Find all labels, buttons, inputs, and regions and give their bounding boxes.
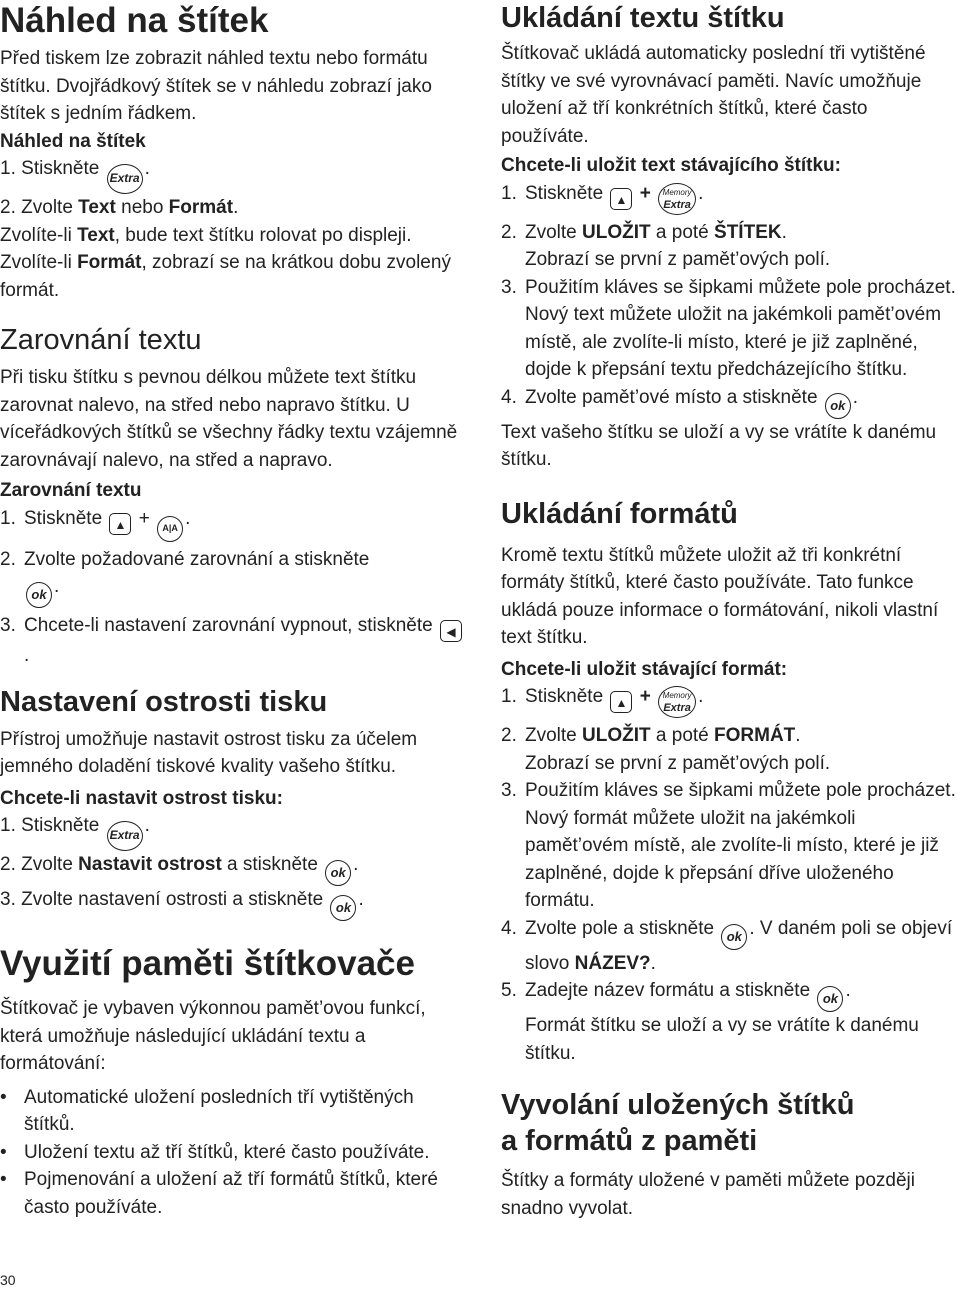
save-text-step-1: 1. Stiskněte ▲ + Memory Extra.: [501, 180, 959, 215]
step-number: 1.: [501, 182, 517, 204]
right-column: [501, 0, 959, 1222]
save-text-step-2: [501, 219, 959, 274]
step-text: Formát štítku se uloží a vy se vrátíte k danému štítku.: [525, 1015, 919, 1064]
bullet-text: Pojmenování a uložení až tří formátů štítků, které často používáte.: [24, 1169, 438, 1218]
step-text: Stiskněte: [525, 686, 604, 707]
step-number: 3.: [501, 780, 517, 801]
preview-subhead: Náhled na štítek: [0, 130, 146, 152]
extra-key-icon: Extra: [107, 164, 143, 194]
step-text: Stiskněte: [24, 507, 103, 529]
title-line-1: Vyvolání uložených štítků: [501, 1089, 855, 1121]
align-step-1: [0, 505, 466, 542]
list-item: [0, 1166, 466, 1221]
sharpness-step-2: 2. Zvolte Nastavit ostrost a stiskněte ok .: [0, 851, 466, 886]
plus-sign: +: [138, 507, 150, 529]
plus-sign: +: [639, 182, 651, 204]
arrow-up-key-icon: ▲: [109, 513, 131, 535]
option-format: Formát: [77, 252, 142, 273]
step-text: .: [233, 197, 239, 218]
save-format-step-3: [501, 777, 959, 915]
step-text: .: [650, 952, 656, 974]
save-format-step-1: 1. Stiskněte ▲ + Memory Extra.: [501, 683, 959, 718]
ok-key-icon: ok: [825, 393, 851, 419]
step-number: 1.: [0, 507, 16, 529]
step-number: 3.: [501, 276, 517, 298]
ok-key-icon: ok: [721, 924, 747, 950]
bullet-dot: •: [0, 1169, 7, 1190]
section-title-preview: Náhled na štítek: [0, 1, 269, 40]
step-number: 1.: [501, 686, 517, 707]
step-text: .: [185, 507, 191, 529]
step-text: . V daném poli se objeví slovo: [525, 917, 953, 974]
step-text: a poté: [650, 221, 715, 243]
memory-extra-key-icon: [658, 686, 696, 718]
step-number: 2.: [0, 548, 16, 570]
section-title-align: Zarovnání textu: [0, 324, 202, 356]
align-step-3: 3. Chcete-li nastavení zarovnání vypnout, stiskněte ◀.: [0, 612, 466, 670]
title-line-2: a formátů z paměti: [501, 1125, 758, 1157]
step-text: Zvolte: [525, 221, 583, 243]
section-title-recall: [501, 1087, 959, 1159]
align-intro: Při tisku štítku s pevnou délkou můžete text štítku zarovnat nalevo, na střed nebo napravo štítku. U víceřádkových štítků se všechny řádky textu vzájemně zarovnávají nalevo, na střed a napravo.: [0, 367, 458, 471]
para-text: , zobrazí se na krátkou dobu zvolený formát.: [0, 252, 451, 301]
step-text: Stiskněte: [21, 158, 100, 179]
preview-para: [0, 222, 466, 305]
extra-key-icon: Extra: [107, 821, 143, 851]
step-text: Zvolte nastavení ostrosti a stiskněte: [21, 889, 324, 910]
option-format: FORMÁT: [714, 725, 796, 746]
step-text: Použitím kláves se šipkami můžete pole procházet. Nový text můžete uložit na jakémkoli pamět’ovém místě, ale zvolíte-li místo, které je již zaplněné, dojde k přepsání textu předcházejícího štítku.: [525, 276, 956, 380]
align-subhead: Zarovnání textu: [0, 480, 142, 501]
step-text: Zvolte: [21, 854, 79, 875]
option-save: ULOŽIT: [582, 221, 651, 243]
memory-bullets: [0, 1084, 466, 1222]
bullet-dot: •: [0, 1141, 7, 1163]
memory-intro: Štítkovač je vybaven výkonnou pamět’ovou funkcí, která umožňuje následující ukládání textu a formátování:: [0, 998, 426, 1074]
ok-key-icon: ok: [817, 986, 843, 1012]
save-text-step-4: 4. Zvolte pamět’ové místo a stiskněte ok .: [501, 384, 959, 419]
sharpness-step-3: 3. Zvolte nastavení ostrosti a stiskněte ok .: [0, 886, 466, 921]
step-number: 4.: [501, 386, 517, 408]
option-format: Formát: [168, 197, 234, 218]
bullet-text: Uložení textu až tří štítků, které často používáte.: [24, 1141, 430, 1163]
step-text: .: [781, 221, 787, 243]
section-title-sharpness: Nastavení ostrosti tisku: [0, 685, 328, 718]
section-title-memory: Využití paměti štítkovače: [0, 944, 415, 983]
save-format-step-5: 5. Zadejte název formátu a stiskněte ok . Formát štítku se uloží a vy se vrátíte k danému štítku.: [501, 977, 959, 1067]
recall-intro: Štítky a formáty uložené v paměti můžete později snadno vyvolat.: [501, 1170, 915, 1219]
backspace-key-icon: ◀: [440, 620, 462, 642]
save-text-intro: Štítkovač ukládá automaticky poslední tři vytištěné štítky ve své vyrovnávací paměti. Navíc umožňuje uložení až tří konkrétních štítků, které často používáte.: [501, 43, 926, 147]
step-number: 2.: [0, 854, 16, 875]
list-item: [0, 1084, 466, 1139]
step-text: Stiskněte: [21, 815, 100, 836]
step-number: 3.: [0, 889, 16, 910]
arrow-up-key-icon: ▲: [610, 691, 632, 713]
step-number: 4.: [501, 917, 517, 939]
save-format-step-2: [501, 722, 959, 777]
step-text: Zvolte pole a stiskněte: [525, 917, 715, 939]
ok-key-icon: ok: [330, 895, 356, 921]
step-text: .: [795, 725, 801, 746]
step-text: Stiskněte: [525, 182, 604, 204]
sharpness-intro: Přístroj umožňuje nastavit ostrost tisku za účelem jemného doladění tiskové kvality vašeho štítku.: [0, 728, 418, 777]
save-format-intro: Kromě textu štítků můžete uložit až tři konkrétní formáty štítků, které často používáte. Tato funkce ukládá pouze informace o formátování, nikoli vlastní text štítku.: [501, 544, 939, 648]
section-title-save-text: Ukládání textu štítku: [501, 2, 785, 34]
step-text: a stiskněte: [221, 854, 318, 875]
memory-extra-key-icon: [658, 183, 696, 215]
left-column: [0, 0, 466, 1221]
save-format-step-4: [501, 915, 959, 978]
step-text: Zobrazí se první z pamět’ových polí.: [525, 249, 831, 270]
step-number: 2.: [501, 725, 517, 746]
step-text: Zvolte: [21, 197, 79, 218]
bullet-dot: •: [0, 1086, 7, 1108]
option-text: Text: [78, 197, 116, 218]
step-number: 2.: [501, 221, 517, 243]
step-text: Zvolte pamět’ové místo a stiskněte: [525, 386, 818, 408]
step-number: 1.: [0, 815, 16, 836]
plus-sign: +: [639, 686, 651, 707]
step-text: Zvolte: [525, 725, 583, 746]
option-save: ULOŽIT: [582, 725, 651, 746]
name-word: NÁZEV?: [574, 952, 651, 974]
ok-key-icon: ok: [325, 860, 351, 886]
save-text-subhead: Chcete-li uložit text stávajícího štítku:: [501, 155, 841, 176]
list-item: [0, 1139, 466, 1167]
option-label: ŠTÍTEK: [714, 221, 782, 243]
preview-step-2: [0, 194, 466, 222]
memory-label: Memory: [662, 691, 692, 700]
para-text: Zvolíte-li: [0, 224, 78, 246]
extra-label: Extra: [663, 702, 691, 714]
step-text: a poté: [650, 725, 715, 746]
step-text: Zadejte název formátu a stiskněte: [525, 980, 811, 1001]
step-text: Chcete-li nastavení zarovnání vypnout, stiskněte: [24, 615, 433, 636]
step-number: 5.: [501, 980, 517, 1001]
save-format-subhead: Chcete-li uložit stávající formát:: [501, 658, 788, 680]
preview-step-1: 1. Stiskněte Extra .: [0, 155, 466, 194]
preview-intro: Před tiskem lze zobrazit náhled textu nebo formátu štítku. Dvojřádkový štítek se v náhledu zobrazí jako štítek s jedním řádkem.: [0, 48, 432, 124]
align-step-2: 2. Zvolte požadované zarovnání a stiskněte ok .: [0, 546, 466, 609]
step-text: nebo: [115, 197, 169, 218]
step-text: Použitím kláves se šipkami můžete pole procházet. Nový formát můžete uložit na jakémkoli pamět’ovém místě, ale zvolíte-li místo, které je již zaplněné, dojde k přepsání dříve uloženého formátu.: [525, 780, 956, 911]
arrow-up-key-icon: ▲: [610, 188, 632, 210]
option-text: Text: [77, 224, 115, 246]
bullet-text: Automatické uložení posledních tří vytištěných štítků.: [24, 1086, 414, 1135]
save-text-step-3: [501, 274, 959, 384]
step-text: Zvolte požadované zarovnání a stiskněte: [24, 548, 370, 570]
page-number: 30: [0, 1272, 16, 1288]
align-key-icon: A|A: [157, 516, 183, 542]
save-text-after: Text vašeho štítku se uloží a vy se vrátíte k danému štítku.: [501, 421, 937, 470]
para-text: , bude text štítku rolovat po displeji. Zvolíte-li: [0, 224, 412, 273]
memory-label: Memory: [662, 187, 692, 197]
step-number: 2.: [0, 197, 16, 218]
step-text: Zobrazí se první z pamět’ových polí.: [525, 752, 831, 774]
step-number: 3.: [0, 615, 16, 636]
step-number: 1.: [0, 158, 16, 179]
ok-key-icon: ok: [26, 582, 52, 608]
sharpness-step-1: 1. Stiskněte Extra .: [0, 812, 466, 851]
sharpness-subhead: Chcete-li nastavit ostrost tisku:: [0, 787, 283, 809]
section-title-save-format: Ukládání formátů: [501, 497, 738, 530]
extra-label: Extra: [663, 198, 691, 211]
option-sharpness: Nastavit ostrost: [78, 854, 222, 875]
